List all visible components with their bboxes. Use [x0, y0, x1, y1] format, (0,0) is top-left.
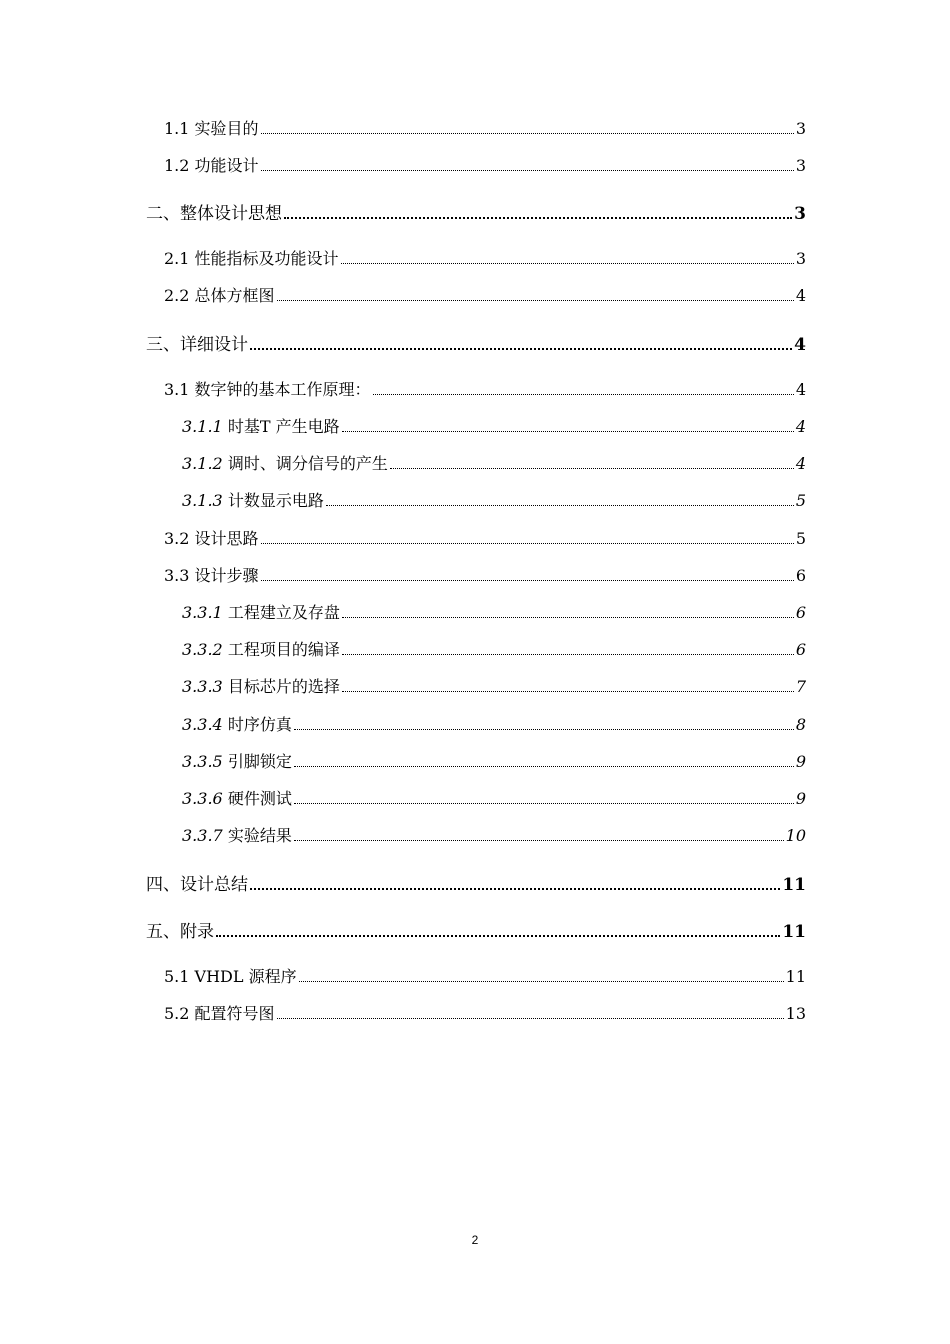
toc-entry-label — [146, 917, 214, 942]
toc-entry-page: 3 — [795, 156, 806, 175]
toc-entry[interactable] — [182, 451, 806, 474]
toc-entry-page: 3 — [795, 249, 806, 268]
toc-entry[interactable] — [164, 153, 806, 176]
toc-entry-label — [182, 637, 340, 660]
toc-entry-page: 5 — [795, 491, 806, 510]
toc-entry-page: 4 — [794, 335, 806, 355]
toc-entry-number: 3.3.7 — [182, 826, 223, 845]
toc-entry-page: 6 — [795, 640, 806, 659]
toc-entry-page: 9 — [795, 789, 806, 808]
toc-entry-title: 附录 — [180, 922, 214, 942]
toc-entry[interactable] — [164, 246, 806, 269]
toc-entry-number: 5.2 — [164, 1004, 190, 1023]
toc-entry[interactable] — [146, 330, 806, 355]
toc-entry-title: 引脚锁定 — [227, 752, 292, 771]
dot-leader — [216, 934, 780, 937]
toc-entry[interactable] — [164, 283, 806, 306]
toc-entry-number: 二、 — [146, 204, 180, 224]
dot-leader — [342, 653, 794, 655]
toc-entry-title: 设计思路 — [194, 529, 259, 548]
toc-entry-page: 11 — [782, 875, 806, 895]
toc-entry[interactable] — [146, 917, 806, 942]
toc-entry[interactable] — [182, 674, 806, 697]
toc-entry-title: VHDL 源程序 — [194, 967, 297, 986]
toc-entry-number: 四、 — [146, 875, 180, 895]
dot-leader — [294, 839, 784, 841]
dot-leader — [261, 132, 794, 134]
toc-entry-label — [164, 246, 339, 269]
toc-entry-number: 3.3.6 — [182, 789, 223, 808]
dot-leader — [261, 169, 794, 171]
toc-entry-page: 3 — [794, 204, 806, 224]
toc-entry-number: 3.3.4 — [182, 715, 223, 734]
dot-leader — [342, 690, 794, 692]
toc-entry-page: 6 — [795, 603, 806, 622]
toc-entry-title: 配置符号图 — [194, 1004, 275, 1023]
toc-entry-page: 4 — [795, 286, 806, 305]
toc-entry-number: 3.1.2 — [182, 454, 223, 473]
toc-entry-title: 工程项目的编译 — [227, 640, 340, 659]
dot-leader — [284, 216, 792, 219]
dot-leader — [261, 579, 794, 581]
toc-entry-title: 计数显示电路 — [227, 491, 324, 510]
toc-entry[interactable] — [182, 488, 806, 511]
dot-leader — [299, 980, 784, 982]
toc-entry[interactable] — [146, 199, 806, 224]
toc-entry-page: 4 — [795, 454, 806, 473]
toc-entry-label — [164, 964, 297, 987]
toc-entry-number: 5.1 — [164, 967, 190, 986]
toc-entry-label — [182, 600, 340, 623]
toc-entry[interactable] — [182, 637, 806, 660]
toc-entry-number: 1.1 — [164, 119, 190, 138]
toc-entry-number: 3.1 — [164, 380, 190, 399]
toc-entry-label — [164, 1001, 275, 1024]
toc-entry-page: 11 — [782, 922, 806, 942]
toc-entry-number: 3.1.1 — [182, 417, 223, 436]
toc-entry-number: 2.2 — [164, 286, 190, 305]
toc-entry[interactable] — [182, 712, 806, 735]
toc-entry-title: 目标芯片的选择 — [227, 677, 340, 696]
toc-entry-label — [182, 786, 292, 809]
toc-entry-number: 3.3 — [164, 566, 190, 585]
toc-entry-label — [164, 526, 259, 549]
toc-entry-label — [182, 674, 340, 697]
dot-leader — [261, 542, 794, 544]
toc-entry-number: 五、 — [146, 922, 180, 942]
dot-leader — [342, 616, 794, 618]
toc-entry-number: 2.1 — [164, 249, 190, 268]
toc-entry-page: 9 — [795, 752, 806, 771]
toc-entry-page: 5 — [795, 529, 806, 548]
toc-entry-title: 总体方框图 — [194, 286, 275, 305]
toc-entry-title: 数字钟的基本工作原理： — [194, 380, 371, 399]
toc-entry-title: 设计步骤 — [194, 566, 259, 585]
toc-entry-label — [182, 712, 292, 735]
toc-entry-title: 性能指标及功能设计 — [194, 249, 339, 268]
toc-entry-title: 设计总结 — [180, 875, 248, 895]
toc-entry-title: 工程建立及存盘 — [227, 603, 340, 622]
toc-entry[interactable] — [164, 563, 806, 586]
toc-entry-page: 4 — [795, 417, 806, 436]
dot-leader — [326, 504, 794, 506]
toc-entry-page: 3 — [795, 119, 806, 138]
toc-entry-label — [164, 153, 259, 176]
toc-entry-label — [164, 563, 259, 586]
toc-entry-page: 8 — [795, 715, 806, 734]
toc-entry-title: 硬件测试 — [227, 789, 292, 808]
dot-leader — [250, 887, 780, 890]
toc-entry[interactable] — [146, 870, 806, 895]
toc-entry-label — [164, 116, 259, 139]
toc-entry-number: 1.2 — [164, 156, 190, 175]
toc-entry-label — [182, 451, 388, 474]
toc-entry[interactable] — [164, 964, 806, 987]
toc-entry-number: 3.2 — [164, 529, 190, 548]
toc-entry-number: 3.3.1 — [182, 603, 223, 622]
toc-entry[interactable] — [182, 823, 806, 846]
toc-entry-page: 11 — [785, 967, 806, 986]
dot-leader — [277, 299, 794, 301]
toc-entry[interactable] — [182, 786, 806, 809]
toc-entry-number: 3.3.2 — [182, 640, 223, 659]
dot-leader — [373, 393, 794, 395]
toc-entry-page: 4 — [795, 380, 806, 399]
toc-entry-page: 6 — [795, 566, 806, 585]
toc-entry-number: 三、 — [146, 335, 180, 355]
dot-leader — [294, 802, 794, 804]
toc-entry-label — [164, 377, 371, 400]
toc-entry-label — [182, 488, 324, 511]
toc-entry-title: 时基T 产生电路 — [227, 417, 340, 436]
toc-entry-title: 调时、调分信号的产生 — [227, 454, 388, 473]
toc-entry-title: 整体设计思想 — [180, 204, 282, 224]
toc-entry-label — [164, 283, 275, 306]
dot-leader — [294, 765, 794, 767]
toc-entry-page: 7 — [795, 677, 806, 696]
toc-entry-label — [146, 199, 282, 224]
toc-entry[interactable] — [164, 377, 806, 400]
toc-entry-label — [146, 330, 248, 355]
dot-leader — [294, 728, 794, 730]
dot-leader — [250, 347, 792, 350]
toc-entry-label — [182, 823, 292, 846]
toc-entry-title: 功能设计 — [194, 156, 259, 175]
toc-entry-title: 实验结果 — [227, 826, 292, 845]
toc-entry-title: 实验目的 — [194, 119, 259, 138]
toc-entry-page: 13 — [785, 1004, 806, 1023]
toc-entry-label — [146, 870, 248, 895]
toc-entry-number: 3.1.3 — [182, 491, 223, 510]
toc-entry-page: 10 — [785, 826, 806, 845]
toc-entry-label — [182, 749, 292, 772]
page-number: 2 — [471, 1233, 479, 1247]
dot-leader — [277, 1017, 784, 1019]
toc-entry-number: 3.3.3 — [182, 677, 223, 696]
toc-entry[interactable] — [182, 749, 806, 772]
toc-entry[interactable] — [182, 414, 806, 437]
toc-entry[interactable] — [164, 526, 806, 549]
toc-entry-label — [182, 414, 340, 437]
toc-entry[interactable] — [182, 600, 806, 623]
toc-entry-number: 3.3.5 — [182, 752, 223, 771]
toc-entry-title: 时序仿真 — [227, 715, 292, 734]
dot-leader — [342, 430, 794, 432]
toc-entry-title: 详细设计 — [180, 335, 248, 355]
toc-entry[interactable] — [164, 1001, 806, 1024]
dot-leader — [390, 467, 794, 469]
toc-entry[interactable] — [164, 116, 806, 139]
dot-leader — [341, 262, 794, 264]
